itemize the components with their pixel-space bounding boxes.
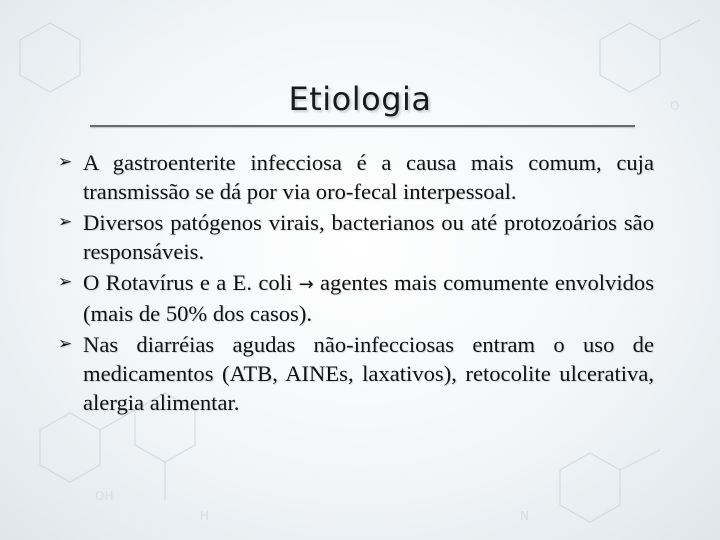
- bullet-text-after-arrow: agentes mais comumente envolvidos (mais de 50% dos casos).: [83, 270, 654, 326]
- arrowhead-bullet-icon: ➢: [58, 272, 73, 292]
- bullet-text: A gastroenterite infecciosa é a causa mais comum, cuja transmissão se dá por via oro-fecal interpessoal.: [83, 150, 654, 204]
- bullet-item: [58, 148, 654, 206]
- arrowhead-bullet-icon: ➢: [58, 152, 73, 172]
- bullet-item: [58, 208, 654, 266]
- bullet-text: Diversos patógenos virais, bacterianos ou até protozoários são responsáveis.: [83, 210, 654, 264]
- arrowhead-bullet-icon: ➢: [58, 334, 73, 354]
- svg-text:N: N: [520, 509, 529, 523]
- bullet-item: [58, 268, 654, 328]
- arrowhead-bullet-icon: ➢: [58, 212, 73, 232]
- bullet-list: [58, 148, 654, 419]
- bullet-text-before-arrow: O Rotavírus e a E. coli: [83, 270, 299, 295]
- svg-text:OH: OH: [95, 489, 114, 503]
- svg-text:H: H: [200, 509, 210, 523]
- svg-text:O: O: [670, 99, 680, 113]
- bullet-item: [58, 330, 654, 417]
- right-arrow-icon: →: [298, 274, 314, 295]
- bullet-text: Nas diarréias agudas não-infecciosas entram o uso de medicamentos (ATB, AINEs, laxativos), retocolite ulcerativa, alergia alimentar.: [83, 332, 654, 415]
- slide-title: Etiologia: [288, 80, 432, 118]
- title-underline: [90, 125, 635, 127]
